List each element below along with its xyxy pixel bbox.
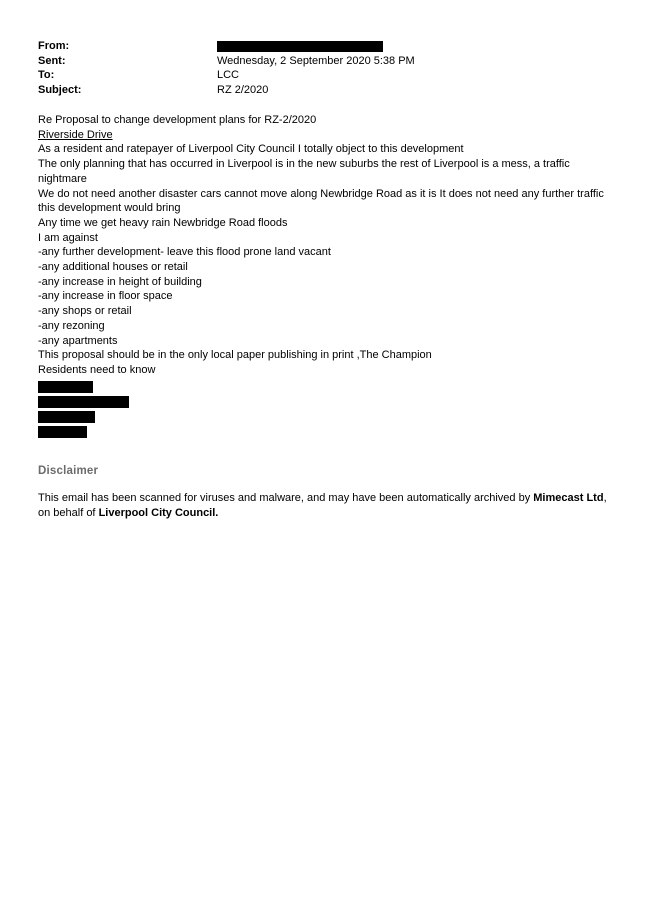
body-list-item: -any apartments xyxy=(38,334,118,347)
disclaimer-bold-council: Liverpool City Council. xyxy=(98,507,219,519)
body-line: As a resident and ratepayer of Liverpool City Council I totally object to this development xyxy=(38,143,464,156)
sent-value: Wednesday, 2 September 2020 5:38 PM xyxy=(217,54,415,67)
signature-redacted-block xyxy=(38,396,129,408)
body-line: The only planning that has occurred in Liverpool is in the new suburbs the rest of Liverpool is a mess, a traffic nightmare xyxy=(38,158,570,185)
body-list-item: -any rezoning xyxy=(38,319,105,332)
body-list-item: -any increase in height of building xyxy=(38,275,202,288)
sent-row xyxy=(38,54,618,69)
disclaimer-text-part: , on behalf of xyxy=(38,492,607,519)
body-line-location: Riverside Drive xyxy=(38,128,113,141)
sent-label: Sent: xyxy=(38,54,66,67)
email-header xyxy=(38,39,618,97)
body-line: This proposal should be in the only local paper publishing in print ,The Champion xyxy=(38,349,432,362)
from-row xyxy=(38,39,618,54)
signature-redacted-block xyxy=(38,411,95,423)
from-redacted-block xyxy=(217,41,383,52)
from-label: From: xyxy=(38,40,70,52)
body-list-item: -any further development- leave this flood prone land vacant xyxy=(38,246,331,259)
body-line: Re Proposal to change development plans for RZ-2/2020 xyxy=(38,114,317,126)
body-list-item: -any additional houses or retail xyxy=(38,261,188,274)
disclaimer-text xyxy=(38,491,620,521)
body-line: We do not need another disaster cars cannot move along Newbridge Road as it is It does not need any further traffic this development would bring xyxy=(38,187,604,215)
body-list-item: -any shops or retail xyxy=(38,305,132,318)
body-list-item: -any increase in floor space xyxy=(38,290,173,303)
email-body xyxy=(38,113,618,378)
subject-row xyxy=(38,83,618,98)
subject-value: RZ 2/2020 xyxy=(217,83,269,96)
to-label: To: xyxy=(38,69,55,82)
body-line: Residents need to know xyxy=(38,363,156,376)
body-line: Any time we get heavy rain Newbridge Road floods xyxy=(38,216,288,229)
disclaimer-text-part: This email has been scanned for viruses and malware, and may have been automatically archived by xyxy=(38,492,534,504)
disclaimer-title: Disclaimer xyxy=(38,465,99,477)
to-row xyxy=(38,68,618,83)
subject-label: Subject: xyxy=(38,83,82,96)
body-line: I am against xyxy=(38,231,98,244)
signature-redacted-block xyxy=(38,381,93,393)
disclaimer-bold-company: Mimecast Ltd xyxy=(533,492,604,504)
to-value: LCC xyxy=(217,69,240,82)
signature-redacted-block xyxy=(38,426,87,438)
